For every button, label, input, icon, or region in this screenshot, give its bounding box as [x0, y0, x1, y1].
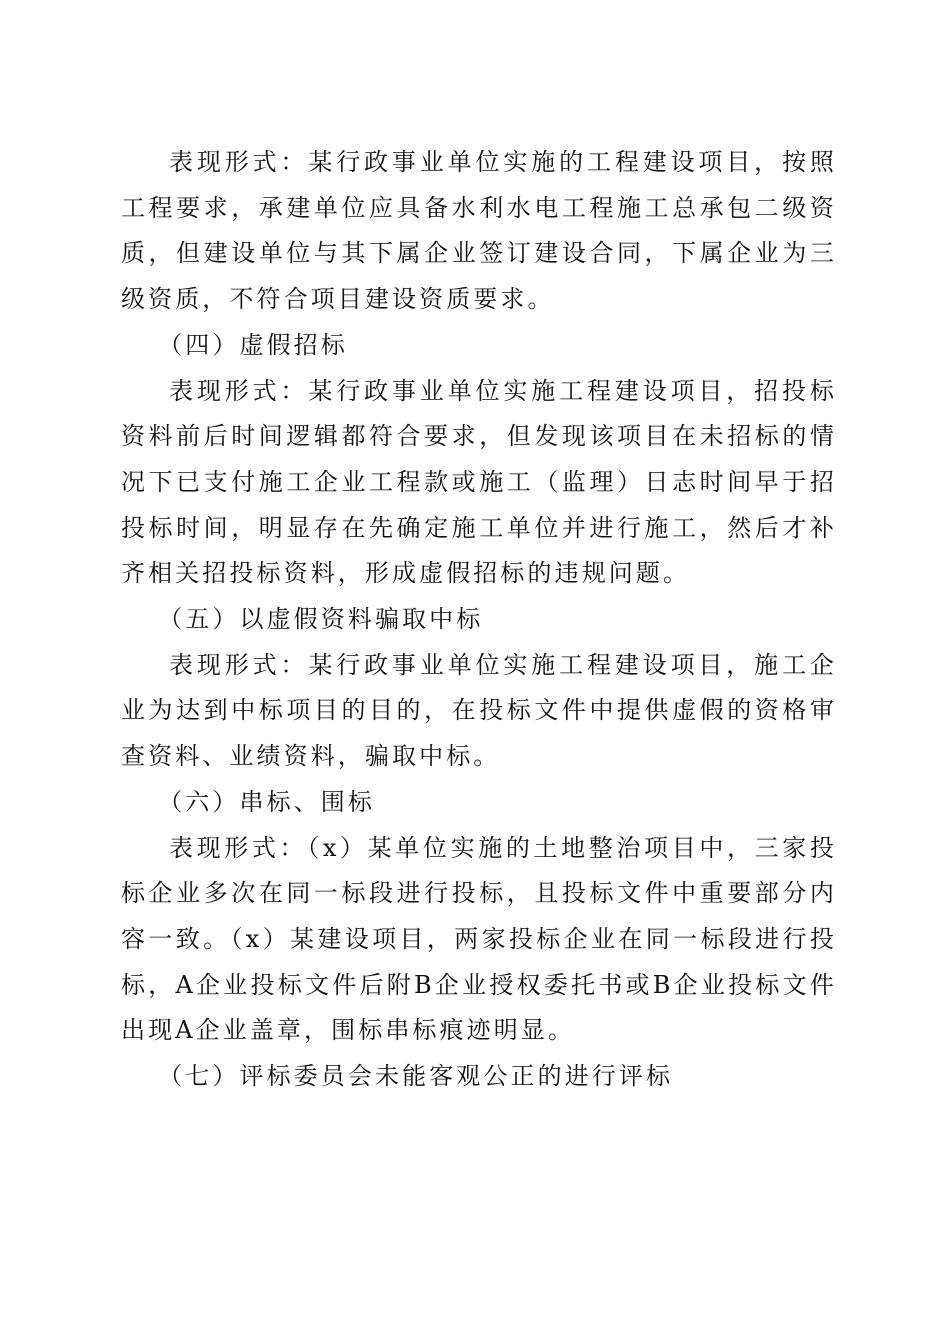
section-heading: （四）虚假招标	[158, 330, 348, 359]
section-heading: （七）评标委员会未能客观公正的进行评标	[158, 1062, 674, 1091]
paragraph-body: 表现形式：某行政事业单位实施工程建设项目，施工企业为达到中标项目的目的，在投标文件中提供虚假的资格审查资料、业绩资料，骗取中标。	[121, 650, 837, 771]
section-heading: （五）以虚假资料骗取中标	[158, 605, 484, 634]
document-body	[121, 140, 837, 1100]
paragraph-body: 表现形式：某行政事业单位实施的工程建设项目，按照工程要求，承建单位应具备水利水电工程施工总承包二级资质，但建设单位与其下属企业签订建设合同，下属企业为三级资质，不符合项目建设资质要求。	[121, 148, 837, 314]
paragraph-body: 表现形式：（x）某单位实施的土地整治项目中，三家投标企业多次在同一标段进行投标，且投标文件中重要部分内容一致。（x）某建设项目，两家投标企业在同一标段进行投标，A企业投标文件后附B企业授权委托书或B企业投标文件出现A企业盖章，围标串标痕迹明显。	[121, 833, 837, 1045]
paragraph-body: 表现形式：某行政事业单位实施工程建设项目，招投标资料前后时间逻辑都符合要求，但发现该项目在未招标的情况下已支付施工企业工程款或施工（监理）日志时间早于招投标时间，明显存在先确定施工单位并进行施工，然后才补齐相关招投标资料，形成虚假招标的违规问题。	[121, 376, 837, 588]
section-heading: （六）串标、围标	[158, 787, 375, 816]
